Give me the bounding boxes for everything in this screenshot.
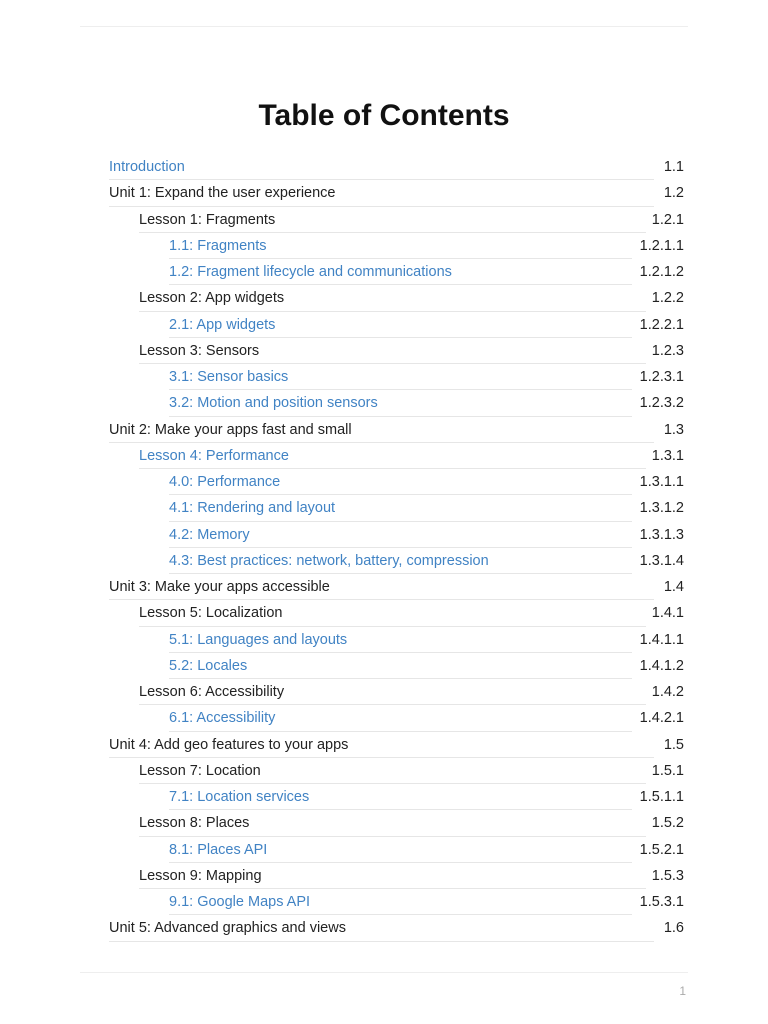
toc-row xyxy=(109,627,684,653)
toc-row xyxy=(109,705,684,731)
toc-entry-link[interactable]: Unit 4: Add geo features to your apps xyxy=(109,732,654,758)
toc-row xyxy=(109,207,684,233)
toc-row xyxy=(109,679,684,705)
toc-entry-link[interactable]: 4.1: Rendering and layout xyxy=(169,495,632,521)
toc-entry-link[interactable]: 4.3: Best practices: network, battery, compression xyxy=(169,548,632,574)
toc-entry-number: 1.5.2.1 xyxy=(639,841,684,858)
toc-entry-number: 1.3.1.1 xyxy=(639,474,684,490)
toc-entry-link[interactable]: 3.1: Sensor basics xyxy=(169,364,632,390)
toc-row xyxy=(109,495,684,521)
toc-entry-link[interactable]: 8.1: Places API xyxy=(169,837,632,863)
toc-entry-link[interactable]: 6.1: Accessibility xyxy=(169,705,632,731)
page-title: Table of Contents xyxy=(258,99,510,132)
toc-entry-link[interactable]: Lesson 4: Performance xyxy=(139,443,646,469)
toc-entry-link[interactable]: 3.2: Motion and position sensors xyxy=(169,390,632,416)
toc-row xyxy=(109,233,684,259)
toc-entry-number: 1.4.2.1 xyxy=(639,710,684,727)
toc-entry-number: 1.6 xyxy=(663,920,684,937)
toc-row xyxy=(109,443,684,469)
toc-entry-number: 1.5.3.1 xyxy=(639,894,684,910)
toc-entry-number: 1.2.3 xyxy=(651,342,684,359)
toc-entry-number: 1.3.1 xyxy=(651,447,684,464)
toc-entry-link[interactable]: Lesson 3: Sensors xyxy=(139,338,646,364)
toc-row xyxy=(109,889,684,915)
toc-entry-link[interactable]: 4.2: Memory xyxy=(169,522,632,548)
toc-entry-number: 1.4.1.2 xyxy=(639,657,684,674)
toc-entry-link[interactable]: Unit 5: Advanced graphics and views xyxy=(109,915,654,941)
toc-row xyxy=(109,548,684,574)
toc-entry-number: 1.4 xyxy=(663,579,684,595)
toc-entry-link[interactable]: 1.2: Fragment lifecycle and communications xyxy=(169,259,632,285)
toc-row xyxy=(109,863,684,889)
toc-row xyxy=(109,390,684,416)
toc-row xyxy=(109,522,684,548)
toc-entry-link[interactable]: 2.1: App widgets xyxy=(169,312,632,338)
toc-entry-link[interactable]: Introduction xyxy=(109,154,654,180)
toc-entry-link[interactable]: Unit 2: Make your apps fast and small xyxy=(109,417,654,443)
toc-row xyxy=(109,259,684,285)
toc-row xyxy=(109,417,684,443)
toc-entry-number: 1.2.2 xyxy=(651,290,684,307)
toc-entry-link[interactable]: Unit 1: Expand the user experience xyxy=(109,180,654,206)
toc-row xyxy=(109,469,684,495)
toc-row xyxy=(109,758,684,784)
toc-row xyxy=(109,600,684,626)
toc-entry-number: 1.3.1.2 xyxy=(639,500,684,517)
toc-row xyxy=(109,180,684,206)
toc-entry-link[interactable]: 5.1: Languages and layouts xyxy=(169,627,632,653)
toc-entry-number: 1.2.3.1 xyxy=(639,369,684,385)
toc-entry-link[interactable]: Lesson 9: Mapping xyxy=(139,863,646,889)
toc-entry-number: 1.1 xyxy=(663,159,684,175)
toc-entry-link[interactable]: Lesson 8: Places xyxy=(139,810,646,836)
toc-entry-link[interactable]: Lesson 5: Localization xyxy=(139,600,646,626)
toc-entry-number: 1.3 xyxy=(663,421,684,438)
top-divider xyxy=(80,26,688,27)
toc-entry-number: 1.2.1 xyxy=(651,211,684,228)
toc-row xyxy=(109,338,684,364)
toc-row xyxy=(109,653,684,679)
toc-entry-number: 1.2.3.2 xyxy=(639,395,684,412)
toc-entry-link[interactable]: 4.0: Performance xyxy=(169,469,632,495)
toc-entry-link[interactable]: 7.1: Location services xyxy=(169,784,632,810)
toc-row xyxy=(109,732,684,758)
toc-row xyxy=(109,784,684,810)
toc-entry-link[interactable]: Unit 3: Make your apps accessible xyxy=(109,574,654,600)
toc-entry-number: 1.5.1.1 xyxy=(639,789,684,805)
toc-entry-number: 1.2 xyxy=(663,185,684,202)
toc-row xyxy=(109,285,684,311)
bottom-divider xyxy=(80,972,688,973)
toc-entry-number: 1.4.1 xyxy=(651,605,684,622)
toc-row xyxy=(109,810,684,836)
toc-entry-link[interactable]: Lesson 6: Accessibility xyxy=(139,679,646,705)
toc-entry-number: 1.2.1.1 xyxy=(639,237,684,254)
toc-entry-number: 1.2.2.1 xyxy=(639,316,684,333)
table-of-contents xyxy=(109,154,684,942)
toc-entry-number: 1.5.2 xyxy=(651,815,684,832)
toc-entry-link[interactable]: 5.2: Locales xyxy=(169,653,632,679)
toc-row xyxy=(109,154,684,180)
toc-row xyxy=(109,837,684,863)
toc-row xyxy=(109,574,684,600)
toc-entry-number: 1.4.2 xyxy=(651,684,684,700)
toc-entry-link[interactable]: 1.1: Fragments xyxy=(169,233,632,259)
toc-entry-number: 1.5 xyxy=(663,736,684,753)
toc-entry-number: 1.3.1.3 xyxy=(639,526,684,543)
toc-row xyxy=(109,312,684,338)
toc-entry-number: 1.3.1.4 xyxy=(639,552,684,569)
toc-entry-number: 1.5.1 xyxy=(651,762,684,779)
page-number: 1 xyxy=(679,984,686,998)
toc-entry-number: 1.5.3 xyxy=(651,867,684,884)
toc-entry-number: 1.2.1.2 xyxy=(639,264,684,280)
toc-entry-link[interactable]: Lesson 7: Location xyxy=(139,758,646,784)
toc-entry-link[interactable]: Lesson 2: App widgets xyxy=(139,285,646,311)
toc-row xyxy=(109,364,684,390)
toc-entry-link[interactable]: 9.1: Google Maps API xyxy=(169,889,632,915)
toc-entry-link[interactable]: Lesson 1: Fragments xyxy=(139,207,646,233)
toc-row xyxy=(109,915,684,941)
toc-entry-number: 1.4.1.1 xyxy=(639,631,684,648)
